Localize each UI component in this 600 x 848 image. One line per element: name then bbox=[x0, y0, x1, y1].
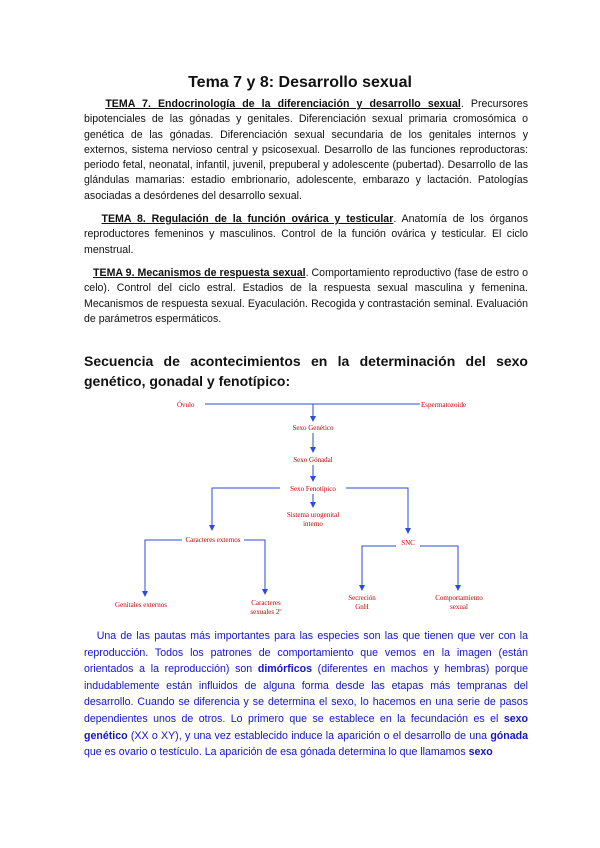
espermatozoide-label: Espermatozoide bbox=[421, 401, 467, 409]
body-bold-gonada: gónada bbox=[490, 729, 528, 742]
topic-7-text: . Precursores bipotenciales de las gónadas y genitales. Diferenciación sexual primaria cromosómica o genética de las gónadas. Diferenciación sexual secundaria de los genitales internos y externos, sistema nervioso central y psicosexual. Desarrollo de las funciones reproductoras: periodo fetal, neonatal, infantil, juvenil, prepuberal y adolescente (pubertad). Desarrollo de las glándulas mamarias: estadio embrionario, adolescente, embarazo y lactación. Patologías asociadas a desórdenes del desarrollo sexual. bbox=[84, 98, 528, 202]
body-text-3: (XX o XY), y una vez establecido induce la aparición o el desarrollo de una bbox=[127, 729, 491, 742]
body-bold-sexo: sexo bbox=[468, 746, 493, 759]
sexo-genetico-label: Sexo Genético bbox=[292, 424, 334, 432]
sexo-gonadal-label: Sexo Gónadal bbox=[293, 456, 333, 464]
topic-9-title: TEMA 9. Mecanismos de respuesta sexual bbox=[93, 267, 306, 279]
topic-8-text: . Anatomía de los órganos reproductores femeninos y masculinos. Control de la función ovárica y testicular. El ciclo menstrual. bbox=[84, 213, 528, 256]
ovulo-label: Óvulo bbox=[177, 401, 195, 409]
arrow-to-secrecion bbox=[362, 546, 396, 590]
body-text-2: (diferentes en machos y hembras) porque indudablemente están influidos de alguna forma desde las etapas más tempranas del desarrollo. Cuando se diferencia y se determina el sexo, lo hacemos en una serie de pasos dependientes unos de otros. Lo primero que se establece en la fecundación es el bbox=[84, 663, 528, 725]
genitales-externos-label: Genitales externos bbox=[115, 601, 167, 609]
body-bold-dimorficos: dimórficos bbox=[257, 663, 312, 676]
section-heading: Secuencia de acontecimientos en la determinación del sexo genético, gonadal y fenotípico: bbox=[84, 353, 528, 389]
arrow-to-comportamiento bbox=[420, 546, 458, 590]
sistema-label-2: interno bbox=[303, 520, 323, 528]
arrow-to-genitales bbox=[145, 540, 182, 596]
comportamiento-label-a: Comportamiento bbox=[435, 594, 483, 602]
caracteres-2-label-b: sexuales 2º bbox=[250, 608, 282, 616]
topic-8-title: TEMA 8. Regulación de la función ovárica y testicular bbox=[101, 213, 394, 225]
comportamiento-label-b: sexual bbox=[450, 603, 468, 611]
body-paragraph bbox=[84, 628, 528, 761]
snc-label: SNC bbox=[401, 539, 415, 547]
caracteres-2-label-a: Caracteres bbox=[251, 599, 281, 607]
sexo-fenotipico-label: Sexo Fenotípico bbox=[290, 485, 336, 493]
body-text-1: Una de las pautas más importantes para las especies son las que tienen que ver con la reproducción. Todos los patrones de comportamiento que vemos en la imagen (están orientados a la reproducción) son bbox=[84, 630, 528, 676]
arrow-to-caracteres bbox=[212, 488, 280, 530]
topic-9-text: . Comportamiento reproductivo (fase de estro o celo). Control del ciclo estral. Estadios de la respuesta sexual masculina y femenina. Mecanismos de respuesta sexual. Eyaculación. Recogida y contrastación seminal. Evaluación de parámetros espermáticos. bbox=[84, 267, 528, 325]
sistema-label-1: Sistema urogenital bbox=[286, 511, 340, 519]
secrecion-label-a: Secreción bbox=[348, 594, 376, 602]
body-text-4: que es ovario o testículo. La aparición de esa gónada determina lo que llamamos bbox=[84, 746, 469, 759]
arrow-to-caracteres-2 bbox=[244, 540, 265, 594]
page-title: Tema 7 y 8: Desarrollo sexual bbox=[188, 74, 412, 91]
caracteres-externos-label: Caracteres externos bbox=[185, 536, 241, 544]
secrecion-label-b: GnH bbox=[355, 603, 369, 611]
arrow-to-snc bbox=[346, 488, 408, 533]
topic-7-title: TEMA 7. Endocrinología de la diferenciación y desarrollo sexual bbox=[105, 98, 461, 110]
body-bold-sexo-genetico: sexo genético bbox=[84, 712, 528, 742]
